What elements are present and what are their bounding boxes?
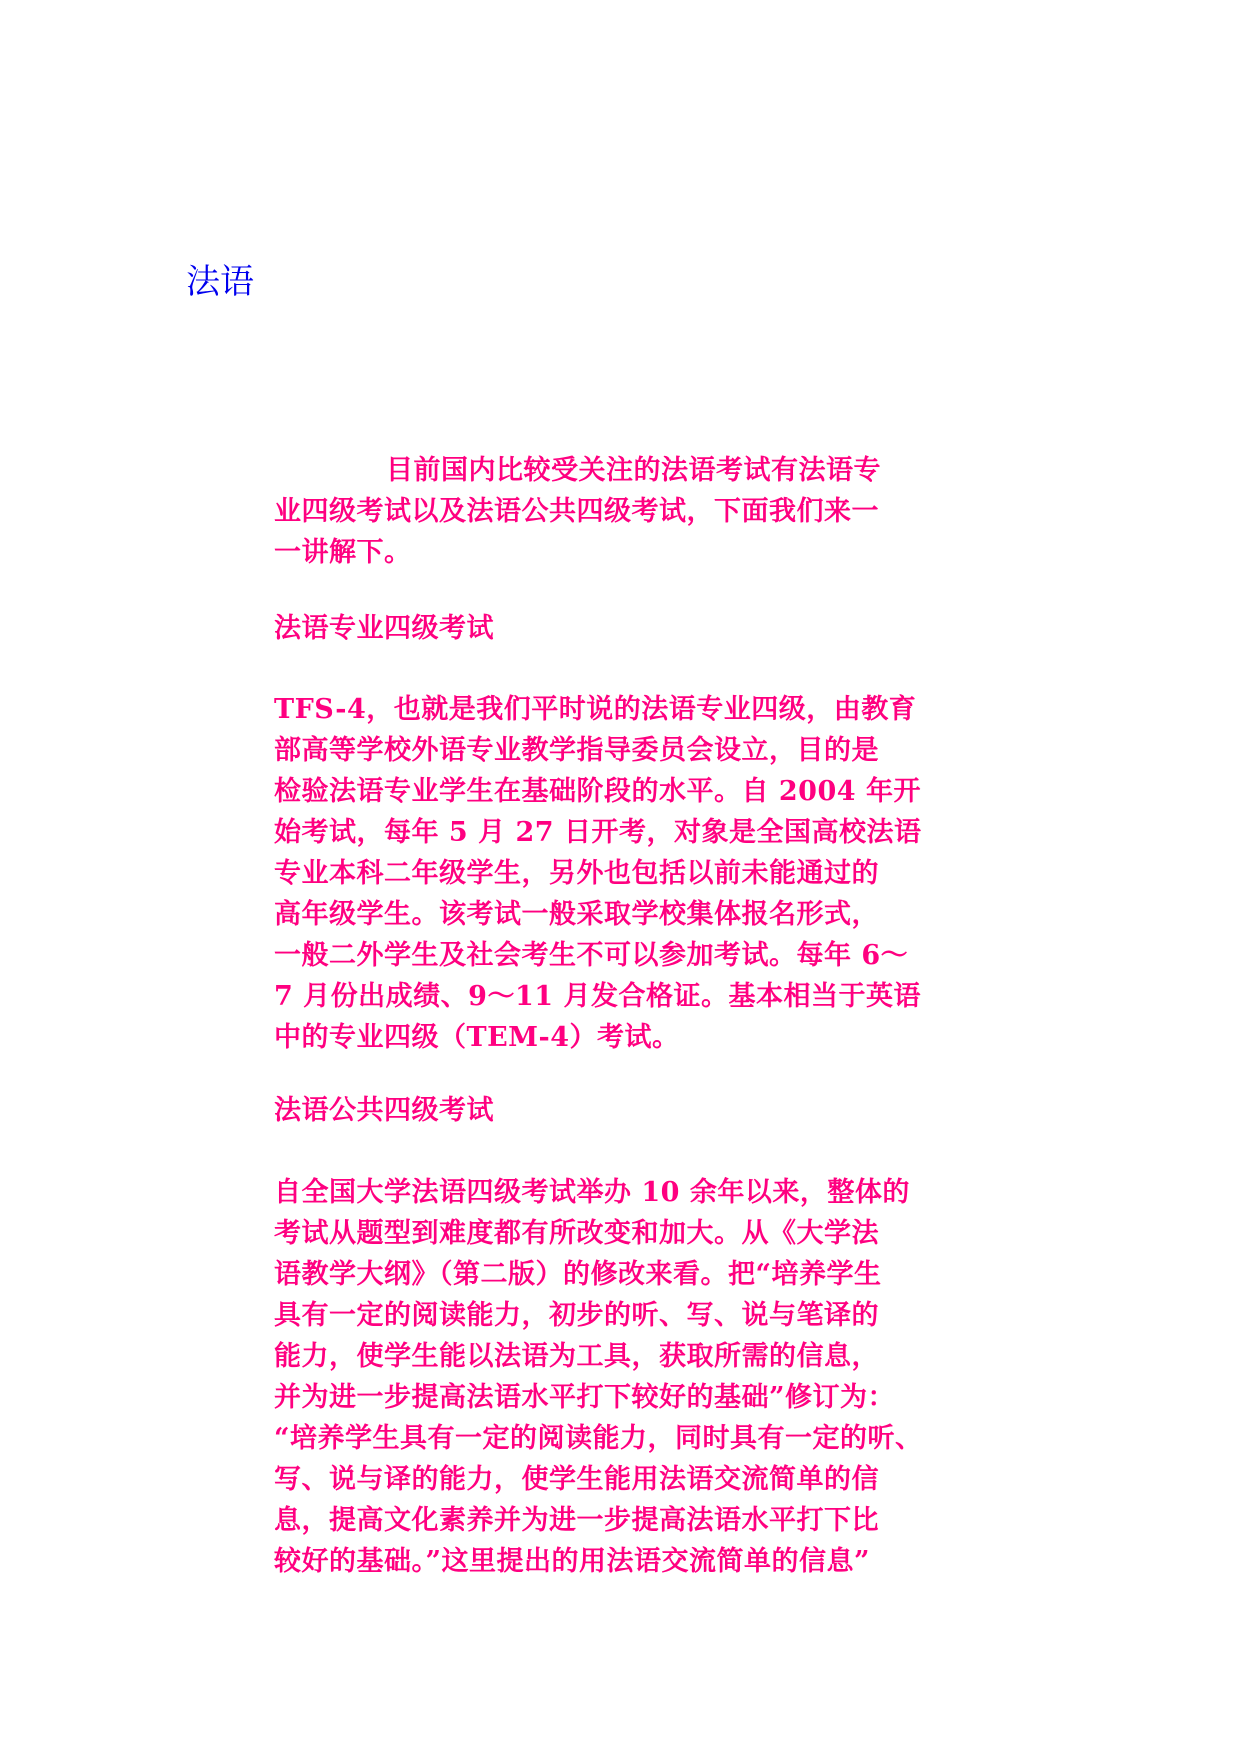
paragraph-line: 7 月份出成绩、9～11 月发合格证。基本相当于英语 (274, 981, 921, 1012)
paragraph-line: “培养学生具有一定的阅读能力，同时具有一定的听、 (274, 1423, 923, 1454)
paragraph-line: 语教学大纲》（第二版）的修改来看。把“培养学生 (274, 1259, 882, 1290)
paragraph-line: 自全国大学法语四级考试举办 10 余年以来，整体的 (274, 1177, 910, 1208)
section-body-major-exam (274, 689, 964, 1058)
paragraph-line: 高年级学生。该考试一般采取学校集体报名形式， (274, 899, 879, 930)
paragraph-line: 写、说与译的能力，使学生能用法语交流简单的信 (274, 1464, 879, 1495)
section-heading: 法语专业四级考试 (274, 613, 494, 644)
paragraph-line: 并为进一步提高法语水平打下较好的基础”修订为： (274, 1382, 896, 1413)
section-heading-public-exam (274, 1090, 964, 1131)
paragraph-line: 始考试，每年 5 月 27 日开考，对象是全国高校法语 (274, 817, 922, 848)
paragraph-line: 能力，使学生能以法语为工具，获取所需的信息， (274, 1341, 879, 1372)
paragraph-line: 一般二外学生及社会考生不可以参加考试。每年 6～ (274, 940, 909, 971)
paragraph-line: 具有一定的阅读能力，初步的听、写、说与笔译的 (274, 1300, 879, 1331)
paragraph-line: 检验法语专业学生在基础阶段的水平。自 2004 年开 (274, 776, 921, 807)
paragraph-line: 中的专业四级（TEM-4）考试。 (274, 1022, 680, 1053)
paragraph-line: 考试从题型到难度都有所改变和加大。从《大学法 (274, 1218, 879, 1249)
paragraph-line: 息，提高文化素养并为进一步提高法语水平打下比 (274, 1505, 879, 1536)
intro-paragraph (274, 450, 964, 573)
section-heading-major-exam (274, 608, 964, 649)
intro-line: 业四级考试以及法语公共四级考试，下面我们来一 (274, 496, 879, 527)
paragraph-line: 较好的基础。”这里提出的用法语交流简单的信息” (274, 1546, 871, 1577)
intro-line: 一讲解下。 (274, 537, 412, 568)
section-body-public-exam (274, 1172, 964, 1582)
page-title: 法语 (186, 262, 254, 302)
section-heading: 法语公共四级考试 (274, 1095, 494, 1126)
intro-line: 目前国内比较受关注的法语考试有法语专 (386, 455, 881, 486)
paragraph-line: 专业本科二年级学生，另外也包括以前未能通过的 (274, 858, 879, 889)
paragraph-line: TFS-4，也就是我们平时说的法语专业四级，由教育 (274, 694, 917, 725)
paragraph-line: 部高等学校外语专业教学指导委员会设立，目的是 (274, 735, 879, 766)
